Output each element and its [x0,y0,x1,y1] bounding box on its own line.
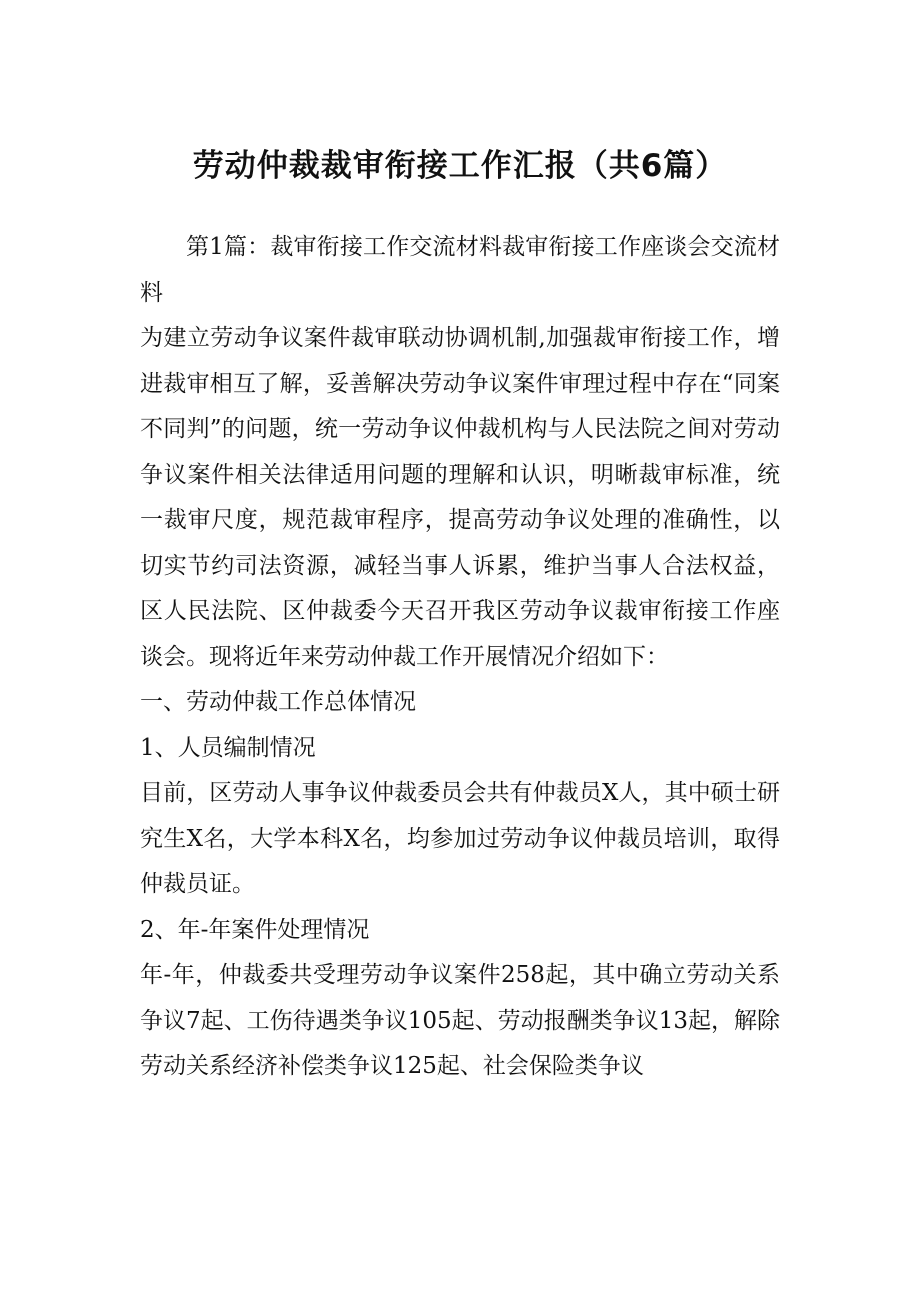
subsection-heading-staffing: 1、人员编制情况 [140,734,316,761]
subsection-heading-cases: 2、年-年案件处理情况 [140,916,370,943]
body-paragraph-intro: 为建立劳动争议案件裁审联动协调机制,加强裁审衔接工作，增进裁审相互了解，妥善解决劳动争议案件审理过程中存在“同案不同判”的问题，统一劳动争议仲裁机构与人民法院之间对劳动争议案件相关法律适用问题的理解和认识，明晰裁审标准，统一裁审尺度，规范裁审程序，提高劳动争议处理的准确性，以切实节约司法资源，减轻当事人诉累，维护当事人合法权益，区人民法院、区仲裁委今天召开我区劳动争议裁审衔接工作座谈会。现将近年来劳动仲裁工作开展情况介绍如下： [140,325,780,670]
document-title: 劳动仲裁裁审衔接工作汇报（共6篇） [192,148,728,184]
document-body [140,225,780,1090]
section-heading-overview: 一、劳动仲裁工作总体情况 [140,689,416,715]
section-heading-part-1: 第1篇：裁审衔接工作交流材料裁审衔接工作座谈会交流材料 [140,234,780,306]
body-paragraph-cases: 年-年，仲裁委共受理劳动争议案件258起，其中确立劳动关系争议7起、工伤待遇类争议105起、劳动报酬类争议13起，解除劳动关系经济补偿类争议125起、社会保险类争议 [140,962,780,1079]
body-paragraph-staffing: 目前，区劳动人事争议仲裁委员会共有仲裁员X人，其中硕士研究生X名，大学本科X名，均参加过劳动争议仲裁员培训，取得仲裁员证。 [140,780,780,897]
